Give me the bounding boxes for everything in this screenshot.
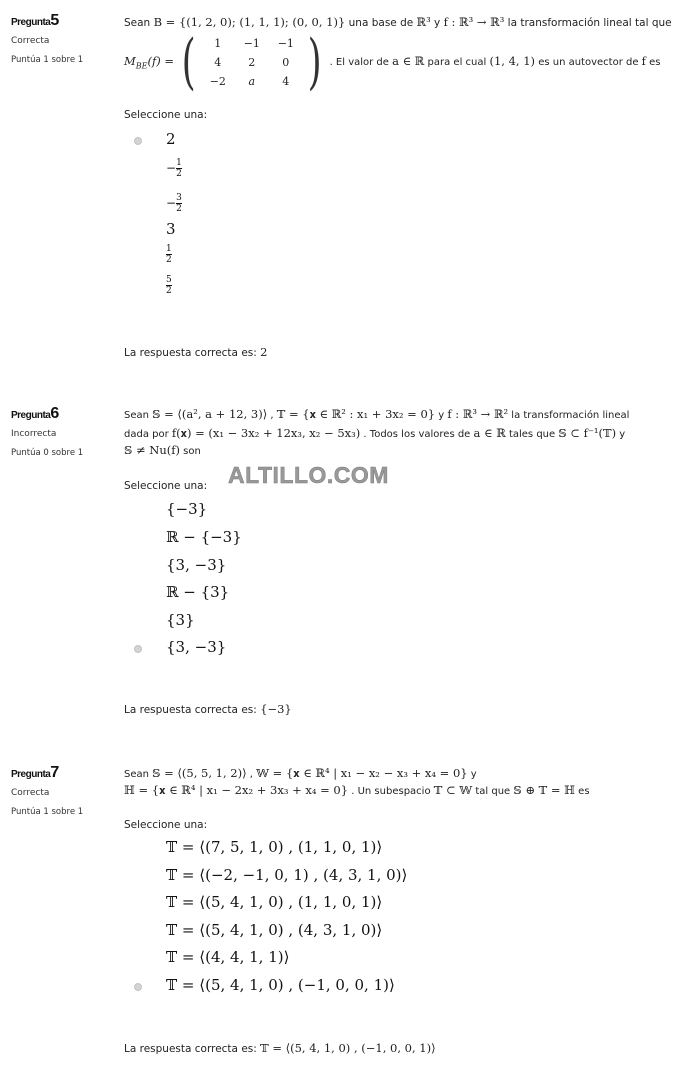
question-grade: Puntúa 1 sobre 1 [11, 807, 84, 817]
option-label: {3, −3} [166, 638, 227, 656]
question-text-matrix: $M_{BE}(f)$ = ( 1 −1 −1 4 2 0 −2 a 4 ) . El valor de a ∈ ℝ para el cual (1, 4, 1) es un autovector de f es [124, 27, 661, 97]
question-text: Sean B = {(1, 2, 0); (1, 1, 1); (0, 0, 1)} una base de ℝ³ y f : ℝ³ → ℝ³ la transformación lineal tal que [124, 15, 672, 29]
question-grade: Puntúa 0 sobre 1 [11, 448, 84, 458]
option-label: 𝕋 = ⟨(5, 4, 1, 0) , (4, 3, 1, 0)⟩ [166, 921, 383, 939]
option-label: − $\frac{3}{2}$ [166, 193, 182, 214]
correct-answer: La respuesta correcta es: 2 [124, 345, 268, 359]
select-prompt: Seleccione una: [124, 819, 208, 831]
option-label: {3, −3} [166, 556, 227, 574]
option-label: $\frac{5}{2}$ [166, 275, 172, 296]
select-prompt: Seleccione una: [124, 109, 208, 121]
question-text: Sean 𝕊 = ⟨(5, 5, 1, 2)⟩ , 𝕎 = {𝐱 ∈ ℝ⁴ | x₁ − x₂ − x₃ + x₄ = 0} y [124, 766, 477, 780]
option-label: 𝕋 = ⟨(5, 4, 1, 0) , (1, 1, 0, 1)⟩ [166, 893, 383, 911]
correct-answer: La respuesta correcta es: {−3} [124, 702, 292, 716]
question-number: Pregunta5 [11, 12, 59, 29]
question-state: Correcta [11, 788, 50, 798]
radio-button[interactable] [134, 645, 142, 653]
option-label: 𝕋 = ⟨(4, 4, 1, 1)⟩ [166, 948, 290, 966]
question-text: Sean 𝕊 = ⟨(a², a + 12, 3)⟩ , 𝕋 = {𝐱 ∈ ℝ² : x₁ + 3x₂ = 0} y f : ℝ³ → ℝ² la transformación lineal [124, 407, 630, 421]
option-label: {3} [166, 611, 195, 629]
question-number: Pregunta7 [11, 764, 59, 781]
question-state: Incorrecta [11, 429, 57, 439]
question-info [11, 764, 116, 817]
question-text: dada por f(𝐱) = (x₁ − 3x₂ + 12x₃, x₂ − 5x₃) . Todos los valores de a ∈ ℝ tales que 𝕊 ⊂ f⁻¹(𝕋) y [124, 426, 626, 440]
option-label: 𝕋 = ⟨(7, 5, 1, 0) , (1, 1, 0, 1)⟩ [166, 838, 383, 856]
option-label: − $\frac{1}{2}$ [166, 158, 182, 179]
option-label: ℝ − {3} [166, 583, 230, 601]
option-label: ℝ − {−3} [166, 528, 242, 546]
option-label: 𝕋 = ⟨(−2, −1, 0, 1) , (4, 3, 1, 0)⟩ [166, 866, 408, 884]
question-state: Correcta [11, 36, 50, 46]
select-prompt: Seleccione una: [124, 480, 208, 492]
option-label: 2 [166, 130, 176, 148]
question-info [11, 405, 116, 458]
option-label: 𝕋 = ⟨(5, 4, 1, 0) , (−1, 0, 0, 1)⟩ [166, 976, 395, 994]
question-grade: Puntúa 1 sobre 1 [11, 55, 84, 65]
radio-button[interactable] [134, 983, 142, 991]
question-info [11, 12, 116, 65]
radio-button[interactable] [134, 137, 142, 145]
question-text: 𝕊 ≠ Nu(f) son [124, 443, 201, 457]
option-label: 3 [166, 220, 176, 238]
option-label: {−3} [166, 500, 208, 518]
correct-answer: La respuesta correcta es: 𝕋 = ⟨(5, 4, 1, 0) , (−1, 0, 0, 1)⟩ [124, 1041, 436, 1055]
watermark-logo: ALTILLO.COM [228, 462, 389, 488]
option-label: $\frac{1}{2}$ [166, 244, 172, 265]
question-text: ℍ = {𝐱 ∈ ℝ⁴ | x₁ − 2x₂ + 3x₃ + x₄ = 0} . Un subespacio 𝕋 ⊂ 𝕎 tal que 𝕊 ⊕ 𝕋 = ℍ es [124, 783, 590, 797]
matrix: ( 1 −1 −1 4 2 0 −2 a 4 ) [182, 27, 322, 97]
question-number: Pregunta6 [11, 405, 59, 422]
